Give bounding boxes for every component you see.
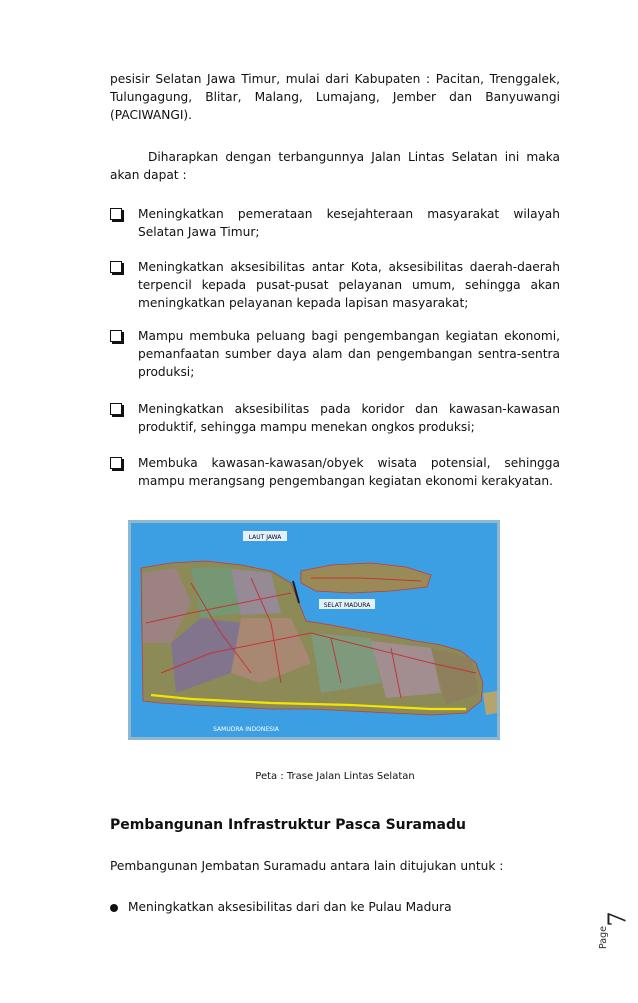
route-map-image xyxy=(128,520,500,740)
checkbox-bullet-icon xyxy=(110,261,122,273)
checkbox-bullet-icon xyxy=(110,457,122,469)
page-label: Page xyxy=(598,926,609,949)
section-heading: Pembangunan Infrastruktur Pasca Suramadu xyxy=(110,817,466,833)
list-item-text: Meningkatkan aksesibilitas pada koridor dan kawasan-kawasan produktif, sehingga mampu menekan ongkos produksi; xyxy=(138,402,560,434)
map-caption: Peta : Trase Jalan Lintas Selatan xyxy=(255,771,415,782)
strait-label: SELAT MADURA xyxy=(323,602,371,609)
list-item-text: Mampu membuka peluang bagi pengembangan kegiatan ekonomi, pemanfaatan sumber daya alam dan pengembangan sentra-sentra produksi; xyxy=(138,329,560,379)
page-number-value: 7 xyxy=(603,911,632,927)
south-sea-label: SAMUDRA INDONESIA xyxy=(213,726,279,733)
checkbox-bullet-icon xyxy=(110,330,122,342)
page-number xyxy=(598,905,632,965)
list-item-text: Meningkatkan aksesibilitas dari dan ke Pulau Madura xyxy=(128,900,452,914)
intro-paragraph: pesisir Selatan Jawa Timur, mulai dari Kabupaten : Pacitan, Trenggalek, Tulungagung, Blitar, Malang, Lumajang, Jember dan Banyuwangi (PACIWANGI). xyxy=(110,72,560,122)
list-item-text: Meningkatkan aksesibilitas antar Kota, aksesibilitas daerah-daerah terpencil kepada pusat-pusat pelayanan umum, sehingga akan meningkatkan pelayanan kepada lapisan masyarakat; xyxy=(138,260,560,310)
bullet-dot-icon xyxy=(110,904,118,912)
list-item-text: Meningkatkan pemerataan kesejahteraan masyarakat wilayah Selatan Jawa Timur; xyxy=(138,207,560,239)
lead-paragraph: Diharapkan dengan terbangunnya Jalan Lintas Selatan ini maka akan dapat : xyxy=(110,150,560,182)
list-item-text: Membuka kawasan-kawasan/obyek wisata potensial, sehingga mampu merangsang pengembangan kegiatan ekonomi kerakyatan. xyxy=(138,456,560,488)
checkbox-bullet-icon xyxy=(110,403,122,415)
section-intro: Pembangunan Jembatan Suramadu antara lain ditujukan untuk : xyxy=(110,859,504,873)
north-sea-label: LAUT JAWA xyxy=(248,534,282,541)
checkbox-bullet-icon xyxy=(110,208,122,220)
